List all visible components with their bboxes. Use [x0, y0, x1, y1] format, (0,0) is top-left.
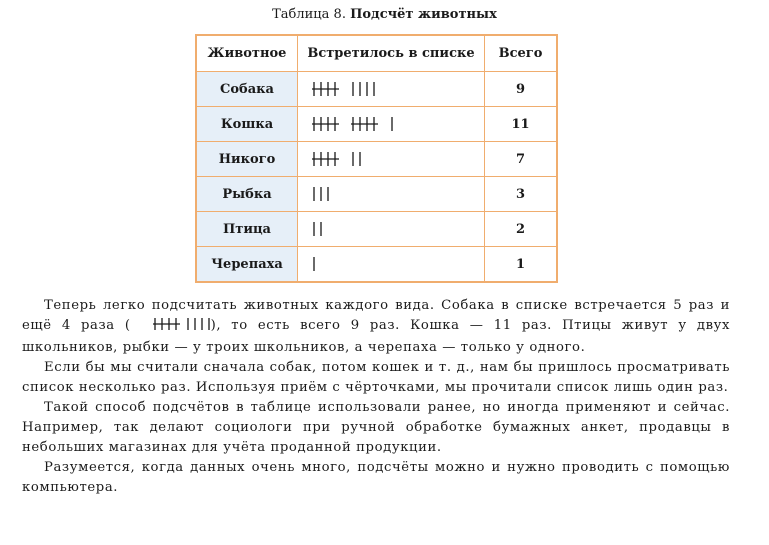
table-row: [196, 72, 557, 107]
tally-group-partial: [312, 186, 330, 202]
tally-group: [312, 221, 323, 237]
tally-group-of-five: [351, 116, 378, 132]
paragraph-3: Такой способ подсчётов в таблице использовали ранее, но иногда применяют и сейчас. Например, так делают социологи при ручной обработке бумажных анкет, продавцы в небольших магазинах для учёта проданной продукции.: [22, 400, 730, 455]
tally-group: [312, 256, 316, 272]
animal-name-cell: Никого: [196, 142, 298, 177]
paragraph-4: Разумеется, когда данных очень много, подсчёты можно и нужно проводить с помощью компьютера.: [22, 460, 730, 495]
tally-group-partial: [390, 116, 394, 132]
animal-name-cell: Черепаха: [196, 247, 298, 283]
tally-group: [351, 151, 362, 167]
table-row: [196, 177, 557, 212]
tally-group: [312, 116, 339, 132]
body-text: [22, 296, 730, 498]
tally-marks-cell: [298, 107, 485, 142]
animal-name-cell: Птица: [196, 212, 298, 247]
total-cell: 9: [485, 72, 558, 107]
paragraph-1-end: ), то есть всего 9 раз. Кошка — 11 раз. Птицы живут у двух школьников, рыбки — у троих школьников, а черепаха — только у одного.: [22, 318, 730, 355]
tally-marks-cell: [298, 177, 485, 212]
caption-title: Подсчёт животных: [350, 7, 497, 22]
paragraph-2: Если бы мы считали сначала собак, потом кошек и т. д., нам бы пришлось просматривать список несколько раз. Используя приём с чёрточками, мы прочитали список лишь один раз.: [22, 360, 730, 395]
caption-label: Таблица 8.: [272, 7, 346, 22]
table-header-row: [196, 35, 557, 72]
tally-group-partial: [186, 317, 211, 331]
table-row: [196, 212, 557, 247]
tally-group-of-five: [312, 116, 339, 132]
inline-tally-marks: [131, 317, 211, 338]
tally-group: [351, 116, 378, 132]
table-caption: [0, 6, 769, 24]
total-cell: 1: [485, 247, 558, 283]
tally-group-partial: [312, 221, 323, 237]
tally-group-of-five: [312, 151, 339, 167]
tally-group: [312, 151, 339, 167]
paragraph-1: [22, 296, 730, 358]
tally-group-partial: [351, 151, 362, 167]
tally-group-of-five: [312, 81, 339, 97]
tally-marks-cell: [298, 72, 485, 107]
tally-group-partial: [351, 81, 376, 97]
paragraph-1-start: Теперь легко подсчитать животных каждого вида. Собака в списке встречается 5 раз и ещё 4 раза (: [22, 298, 730, 333]
header-animal: Животное: [196, 35, 298, 72]
animal-name-cell: Кошка: [196, 107, 298, 142]
total-cell: 3: [485, 177, 558, 212]
table-row: [196, 247, 557, 283]
animal-count-table: [195, 34, 558, 283]
tally-group: [390, 116, 394, 132]
header-total: Всего: [485, 35, 558, 72]
tally-group-of-five: [153, 317, 180, 331]
tally-group: [312, 186, 330, 202]
tally-group: [351, 81, 376, 97]
animal-name-cell: Рыбка: [196, 177, 298, 212]
total-cell: 11: [485, 107, 558, 142]
animal-name-cell: Собака: [196, 72, 298, 107]
tally-marks-cell: [298, 212, 485, 247]
header-tally: Встретилось в списке: [298, 35, 485, 72]
tally-marks-cell: [298, 247, 485, 283]
table-body: [196, 72, 557, 283]
tally-group: [312, 81, 339, 97]
table-row: [196, 142, 557, 177]
tally-marks-cell: [298, 142, 485, 177]
total-cell: 7: [485, 142, 558, 177]
tally-group-partial: [312, 256, 316, 272]
table-row: [196, 107, 557, 142]
total-cell: 2: [485, 212, 558, 247]
